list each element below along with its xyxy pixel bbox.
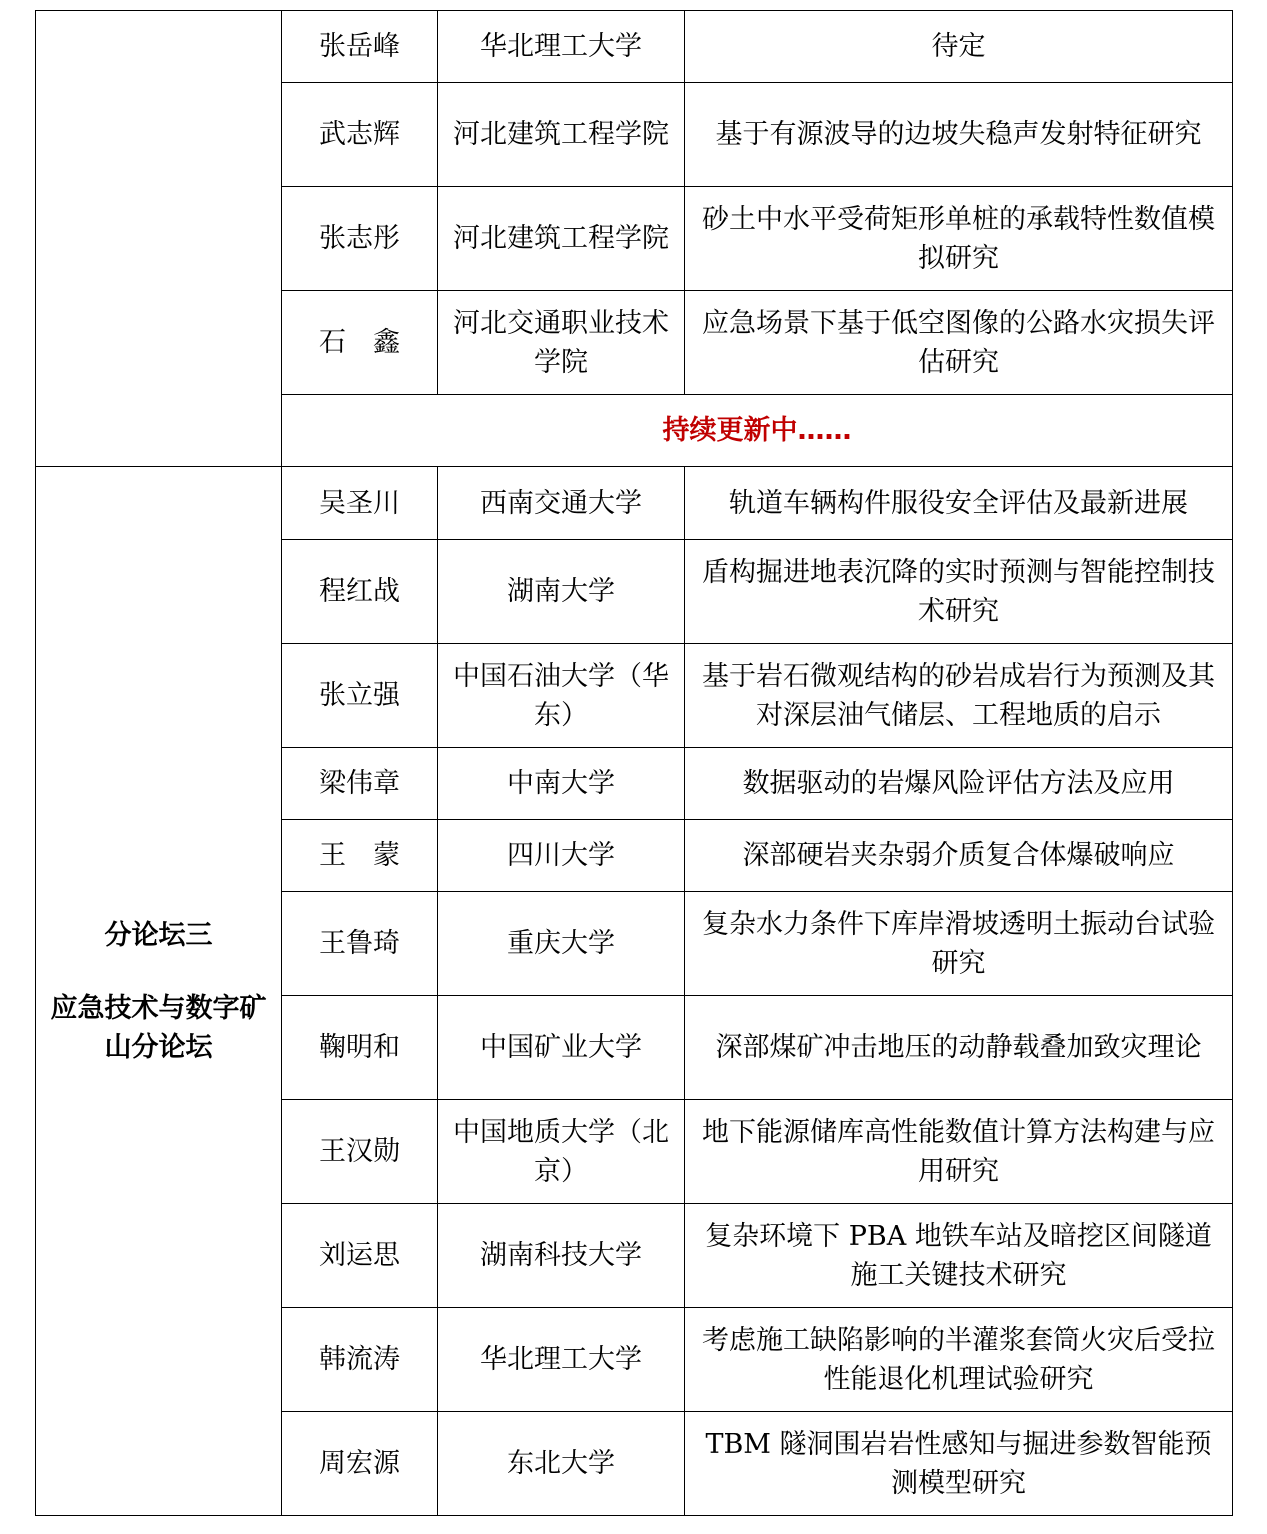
speaker-schedule-table (35, 10, 1233, 1516)
talk-topic: 复杂环境下 PBA 地铁车站及暗挖区间隧道施工关键技术研究 (685, 1204, 1233, 1308)
speaker-institution: 中南大学 (438, 748, 685, 820)
speaker-name: 周宏源 (282, 1412, 438, 1516)
talk-topic: 基于岩石微观结构的砂岩成岩行为预测及其对深层油气储层、工程地质的启示 (685, 644, 1233, 748)
forum-cell-3 (36, 467, 282, 1516)
talk-topic: TBM 隧洞围岩岩性感知与掘进参数智能预测模型研究 (685, 1412, 1233, 1516)
speaker-institution: 河北建筑工程学院 (438, 83, 685, 187)
talk-topic: 深部硬岩夹杂弱介质复合体爆破响应 (685, 820, 1233, 892)
talk-topic: 砂土中水平受荷矩形单桩的承载特性数值模拟研究 (685, 187, 1233, 291)
speaker-name: 石 鑫 (282, 291, 438, 395)
speaker-institution: 华北理工大学 (438, 11, 685, 83)
forum-subtitle: 应急技术与数字矿山分论坛 (50, 992, 267, 1063)
forum-cell-previous (36, 11, 282, 467)
speaker-institution: 东北大学 (438, 1412, 685, 1516)
speaker-institution: 重庆大学 (438, 892, 685, 996)
speaker-name: 鞠明和 (282, 996, 438, 1100)
speaker-institution: 湖南大学 (438, 540, 685, 644)
update-note: 持续更新中…… (282, 395, 1233, 467)
talk-topic: 地下能源储库高性能数值计算方法构建与应用研究 (685, 1100, 1233, 1204)
forum-name: 分论坛三 (104, 919, 213, 951)
table-row (36, 467, 1233, 540)
talk-topic: 复杂水力条件下库岸滑坡透明土振动台试验研究 (685, 892, 1233, 996)
speaker-name: 武志辉 (282, 83, 438, 187)
speaker-name: 韩流涛 (282, 1308, 438, 1412)
talk-topic: 应急场景下基于低空图像的公路水灾损失评估研究 (685, 291, 1233, 395)
talk-topic: 盾构掘进地表沉降的实时预测与智能控制技术研究 (685, 540, 1233, 644)
speaker-institution: 中国石油大学（华东） (438, 644, 685, 748)
talk-topic: 考虑施工缺陷影响的半灌浆套筒火灾后受拉性能退化机理试验研究 (685, 1308, 1233, 1412)
speaker-name: 王 蒙 (282, 820, 438, 892)
talk-topic: 基于有源波导的边坡失稳声发射特征研究 (685, 83, 1233, 187)
table-row (36, 11, 1233, 83)
speaker-institution: 华北理工大学 (438, 1308, 685, 1412)
talk-topic: 数据驱动的岩爆风险评估方法及应用 (685, 748, 1233, 820)
speaker-name: 程红战 (282, 540, 438, 644)
speaker-name: 梁伟章 (282, 748, 438, 820)
talk-topic: 轨道车辆构件服役安全评估及最新进展 (685, 467, 1233, 540)
speaker-institution: 河北建筑工程学院 (438, 187, 685, 291)
speaker-name: 刘运思 (282, 1204, 438, 1308)
speaker-institution: 西南交通大学 (438, 467, 685, 540)
speaker-name: 张立强 (282, 644, 438, 748)
talk-topic: 待定 (685, 11, 1233, 83)
speaker-institution: 中国矿业大学 (438, 996, 685, 1100)
speaker-name: 吴圣川 (282, 467, 438, 540)
speaker-name: 张岳峰 (282, 11, 438, 83)
speaker-name: 王汉勋 (282, 1100, 438, 1204)
talk-topic: 深部煤矿冲击地压的动静载叠加致灾理论 (685, 996, 1233, 1100)
speaker-institution: 中国地质大学（北京） (438, 1100, 685, 1204)
speaker-institution: 河北交通职业技术学院 (438, 291, 685, 395)
speaker-name: 王鲁琦 (282, 892, 438, 996)
speaker-name: 张志彤 (282, 187, 438, 291)
speaker-institution: 四川大学 (438, 820, 685, 892)
speaker-institution: 湖南科技大学 (438, 1204, 685, 1308)
